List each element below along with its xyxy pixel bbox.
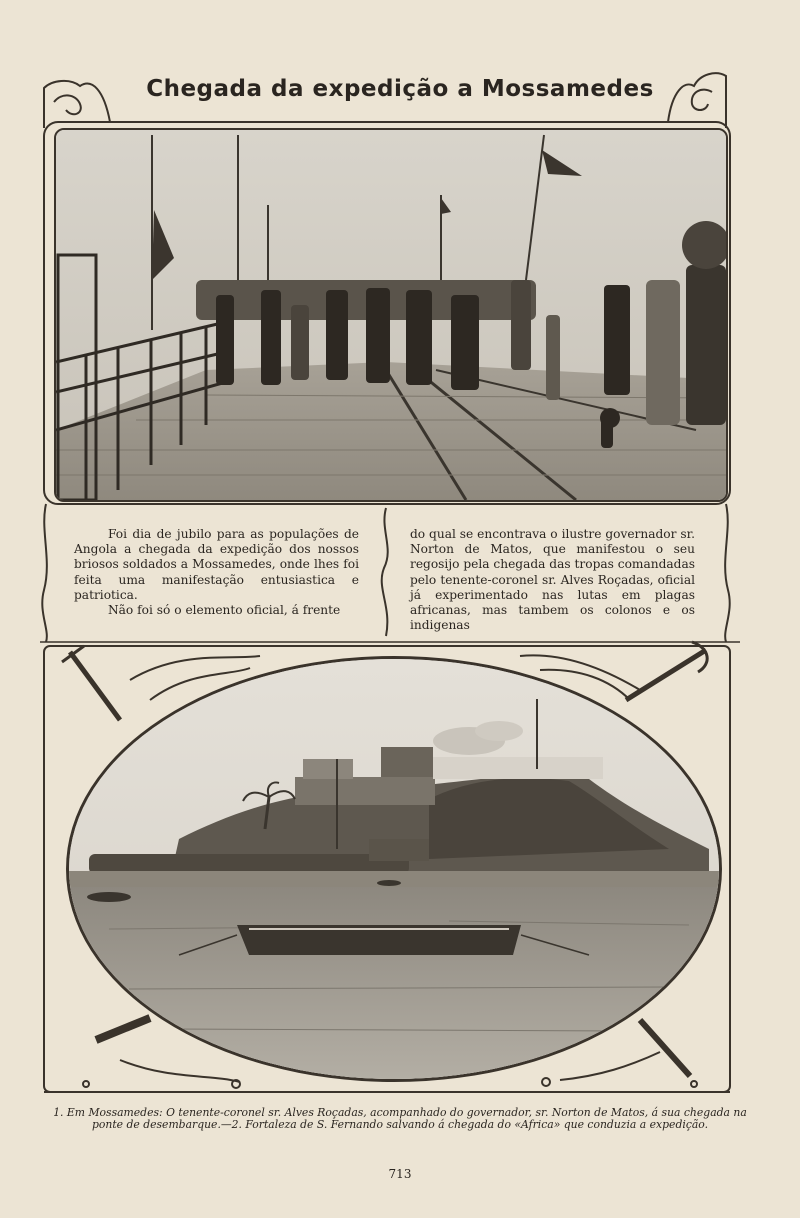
article-paragraph: Não foi só o elemento oficial, á frente <box>108 603 341 618</box>
article-column-right <box>410 527 695 633</box>
photo-fortress-oval <box>66 656 722 1082</box>
page-title: Chegada da expedição a Mossamedes <box>146 76 654 102</box>
page-number: 713 <box>388 1167 412 1181</box>
article-paragraph: Foi dia de jubilo para as populações de Angola a chegada da expedição dos nossos briosos soldados a Mossamedes, onde lhes foi feita uma manifestação entusiastica e patriotica. <box>74 527 359 602</box>
photo-pier-arrival <box>54 128 728 502</box>
article-paragraph: do qual se encontrava o ilustre governador sr. Norton de Matos, que manifestou o seu regosijo pela chegada das tropas comandadas pelo tenente-coronel sr. Alves Roçadas, oficial já experimentado nas lutas em plagas africanas, mas tambem os colonos e os indigenas <box>410 527 695 633</box>
photo-caption: 1. Em Mossamedes: O tenente-coronel sr. Alves Roçadas, acompanhado do governador, sr. Norton de Matos, á sua chegada na ponte de desembarque.—2. Fortaleza de S. Fernando salvando á chegada do «Africa» que conduzia a expedição. <box>53 1106 747 1131</box>
article-column-left <box>74 527 359 618</box>
